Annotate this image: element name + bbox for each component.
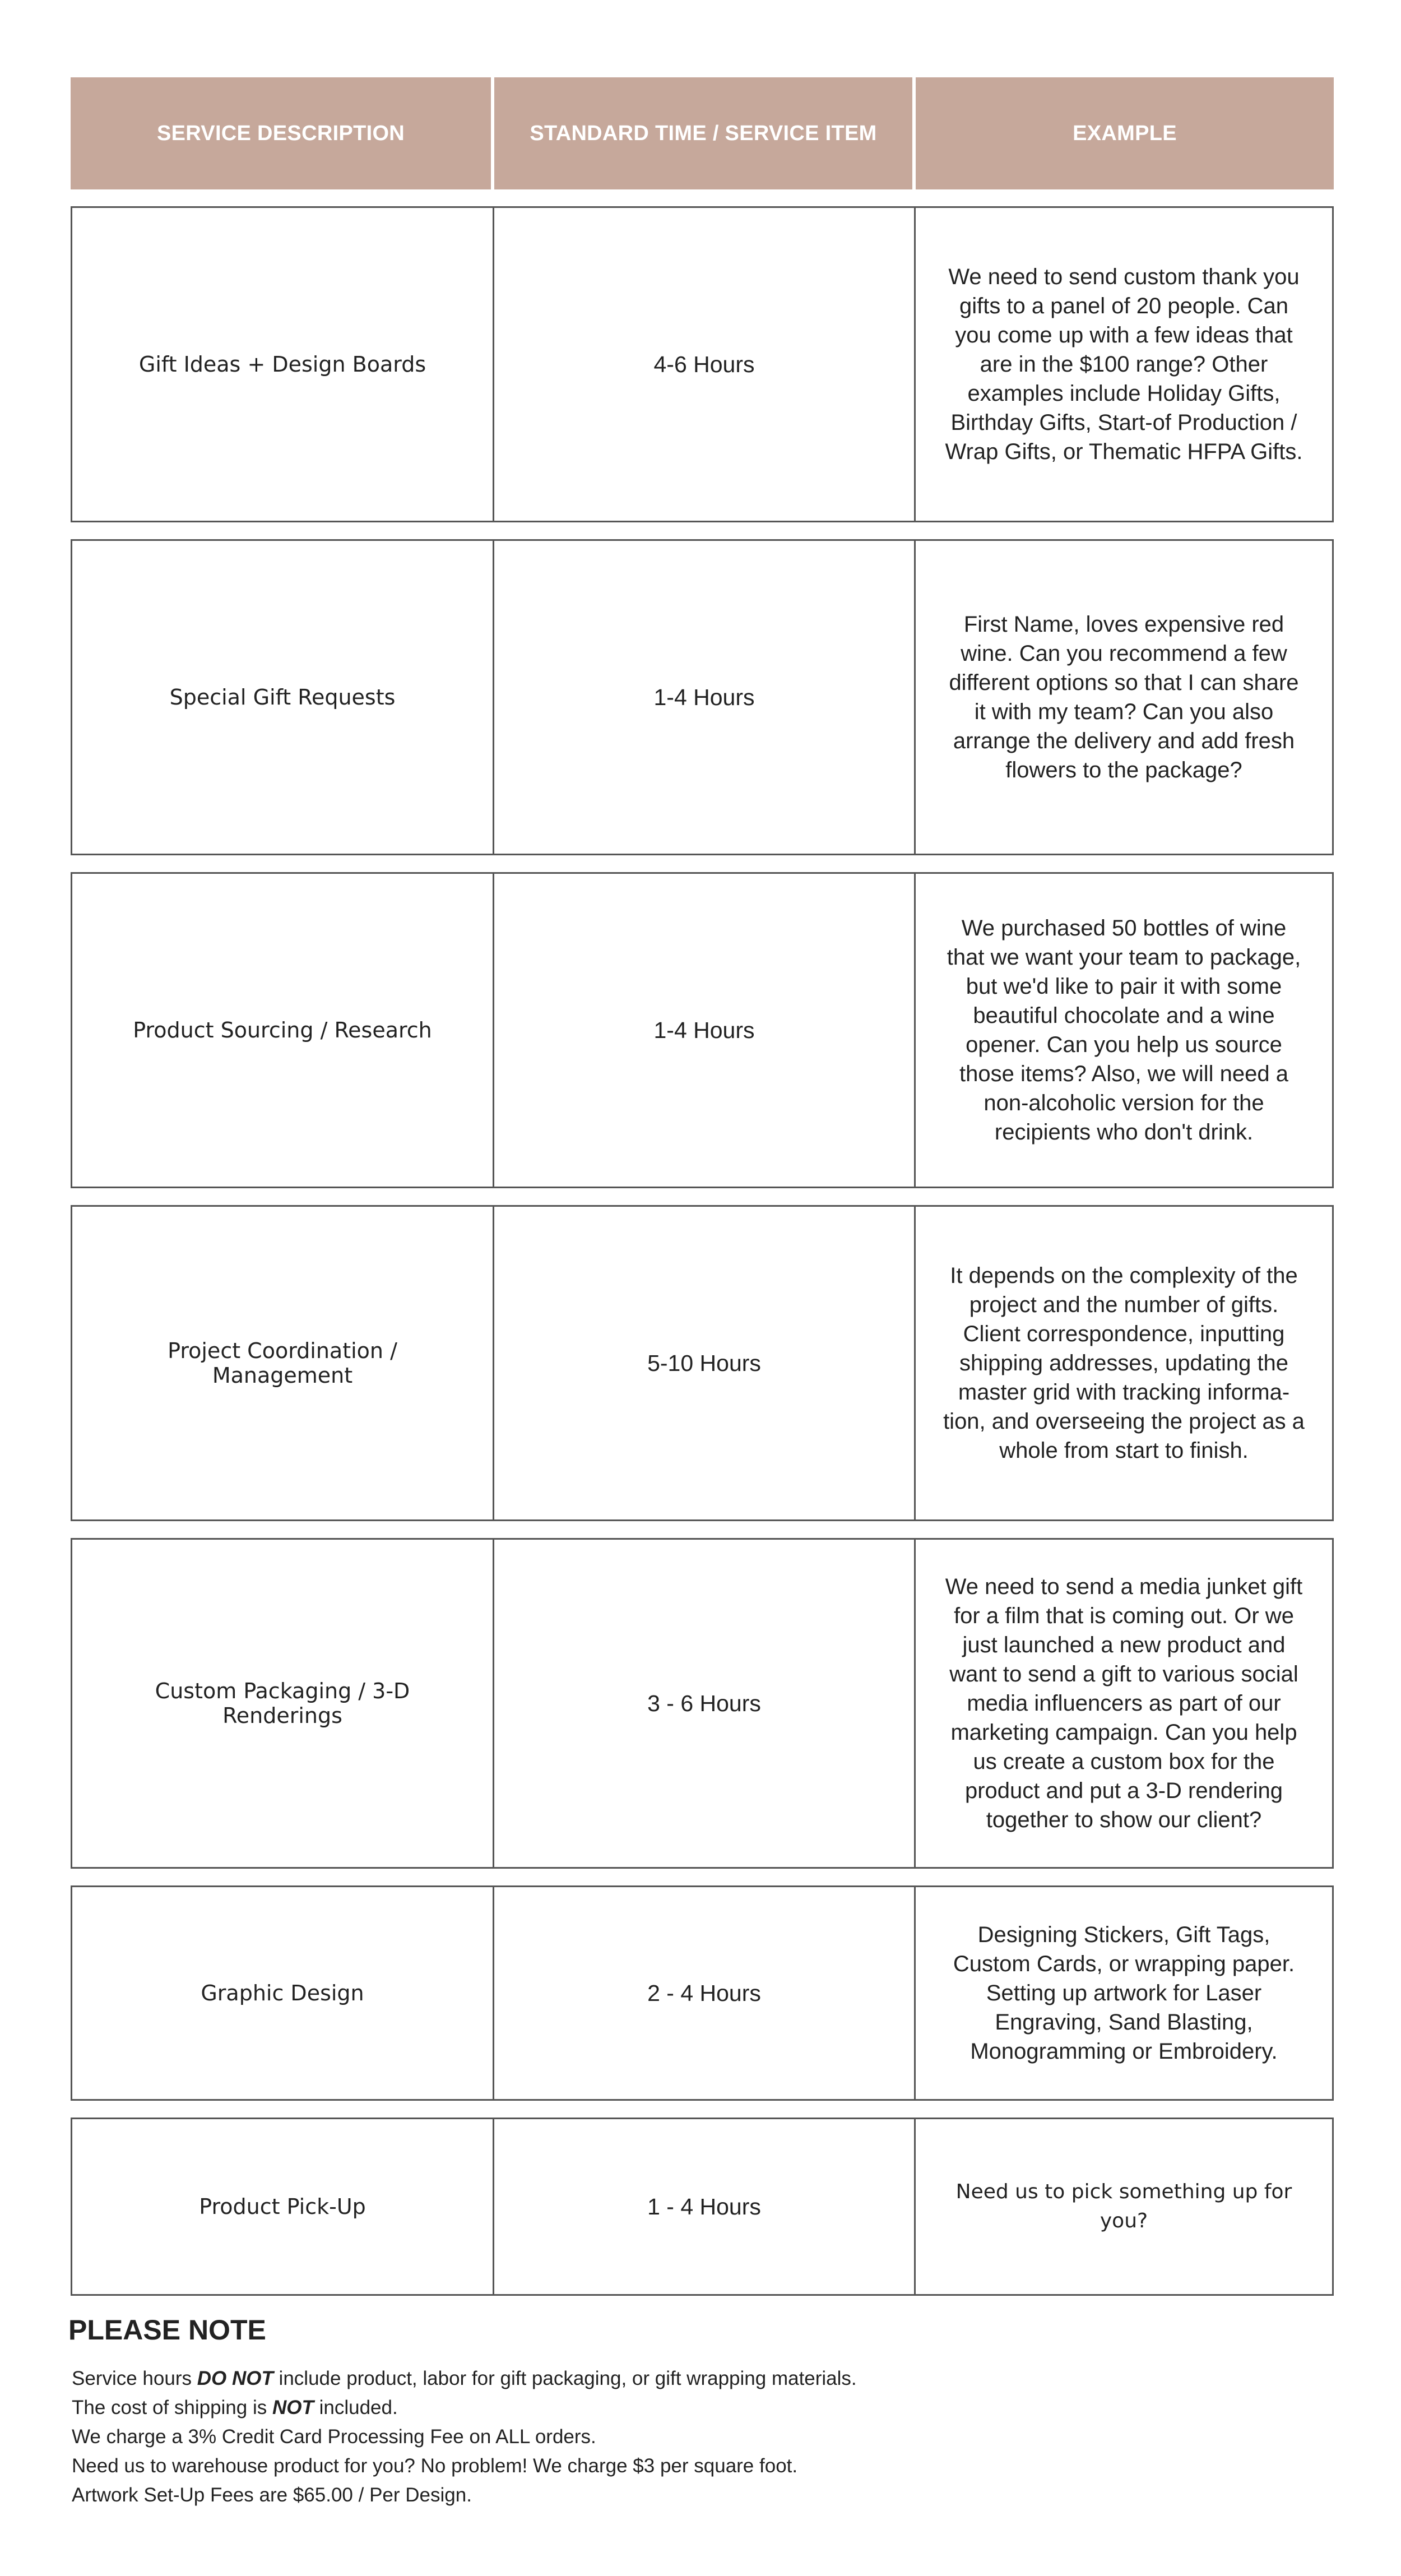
service-cell: Graphic Design bbox=[201, 1981, 364, 2005]
time-cell: 1 - 4 Hours bbox=[493, 2119, 914, 2294]
notes-list bbox=[72, 2364, 1193, 2510]
note-text: The cost of shipping is bbox=[72, 2397, 272, 2419]
service-cell: Custom Packaging / 3-D Renderings bbox=[155, 1679, 410, 1728]
table-row bbox=[71, 872, 1334, 1188]
time-cell: 3 - 6 Hours bbox=[493, 1540, 914, 1867]
note-warehouse: Need us to warehouse product for you? No problem! We charge $3 per square foot. bbox=[72, 2455, 798, 2477]
please-note-heading: PLEASE NOTE bbox=[68, 2314, 266, 2346]
table-row bbox=[71, 539, 1334, 855]
service-cell: Product Pick-Up bbox=[199, 2194, 366, 2219]
note-text: Service hours bbox=[72, 2367, 197, 2389]
time-cell: 1-4 Hours bbox=[493, 874, 914, 1187]
table-row bbox=[71, 2118, 1334, 2296]
example-cell: First Name, loves expensive red wine. Can you recommend a few different options so that I can share it with my team? Can you also arrange the delivery and add fresh flowers to the package? bbox=[914, 541, 1332, 854]
example-cell: We need to send custom thank you gifts to a panel of 20 people. Can you come up with a few ideas that are in the $100 range? Other examples include Holiday Gifts, Birthday Gifts, Start-of Production / Wrap Gifts, or Thematic HFPA Gifts. bbox=[914, 208, 1332, 521]
service-cell: Special Gift Requests bbox=[169, 685, 396, 710]
example-cell: It depends on the complexity of the project and the number of gifts. Client correspondence, inputting shipping addresses, updating the master grid with tracking informa-tion, and overseeing the project as a whole from start to finish. bbox=[914, 1207, 1332, 1519]
service-cell: Project Coordination / Management bbox=[168, 1338, 397, 1388]
table-row bbox=[71, 1538, 1334, 1869]
example-cell: Need us to pick something up for you? bbox=[914, 2119, 1332, 2294]
example-cell: Designing Stickers, Gift Tags, Custom Cards, or wrapping paper. Setting up artwork for Laser Engraving, Sand Blasting, Monogramming or Embroidery. bbox=[914, 1887, 1332, 2099]
example-cell: We need to send a media junket gift for a film that is coming out. Or we just launched a new product and want to send a gift to various social media influencers as part of our marketing campaign. Can you help us create a custom box for the product and put a 3-D rendering together to show our client? bbox=[914, 1540, 1332, 1867]
note-shipping bbox=[72, 2393, 1193, 2422]
time-cell: 1-4 Hours bbox=[493, 541, 914, 854]
header-standard-time: STANDARD TIME / SERVICE ITEM bbox=[491, 77, 912, 189]
note-emphasis: NOT bbox=[272, 2397, 314, 2419]
note-credit-card-fee: We charge a 3% Credit Card Processing Fee on ALL orders. bbox=[72, 2426, 596, 2448]
note-text: include product, labor for gift packaging, or gift wrapping materials. bbox=[273, 2367, 857, 2389]
service-cell: Product Sourcing / Research bbox=[133, 1018, 432, 1043]
header-service-description: SERVICE DESCRIPTION bbox=[71, 77, 491, 189]
time-cell: 4-6 Hours bbox=[493, 208, 914, 521]
note-artwork-fee: Artwork Set-Up Fees are $65.00 / Per Design. bbox=[72, 2484, 472, 2506]
time-cell: 2 - 4 Hours bbox=[493, 1887, 914, 2099]
table-header bbox=[71, 77, 1334, 189]
service-cell: Gift Ideas + Design Boards bbox=[138, 352, 426, 377]
time-cell: 5-10 Hours bbox=[493, 1207, 914, 1519]
example-cell: We purchased 50 bottles of wine that we want your team to package, but we'd like to pair it with some beautiful chocolate and a wine opener. Can you help us source those items? Also, we will need a non-alcoholic version for the recipients who don't drink. bbox=[914, 874, 1332, 1187]
note-service-hours bbox=[72, 2364, 1193, 2393]
table-row bbox=[71, 1205, 1334, 1521]
table-row bbox=[71, 206, 1334, 522]
header-example: EXAMPLE bbox=[912, 77, 1334, 189]
note-text: included. bbox=[313, 2397, 398, 2419]
note-emphasis: DO NOT bbox=[197, 2367, 273, 2389]
table-row bbox=[71, 1885, 1334, 2101]
